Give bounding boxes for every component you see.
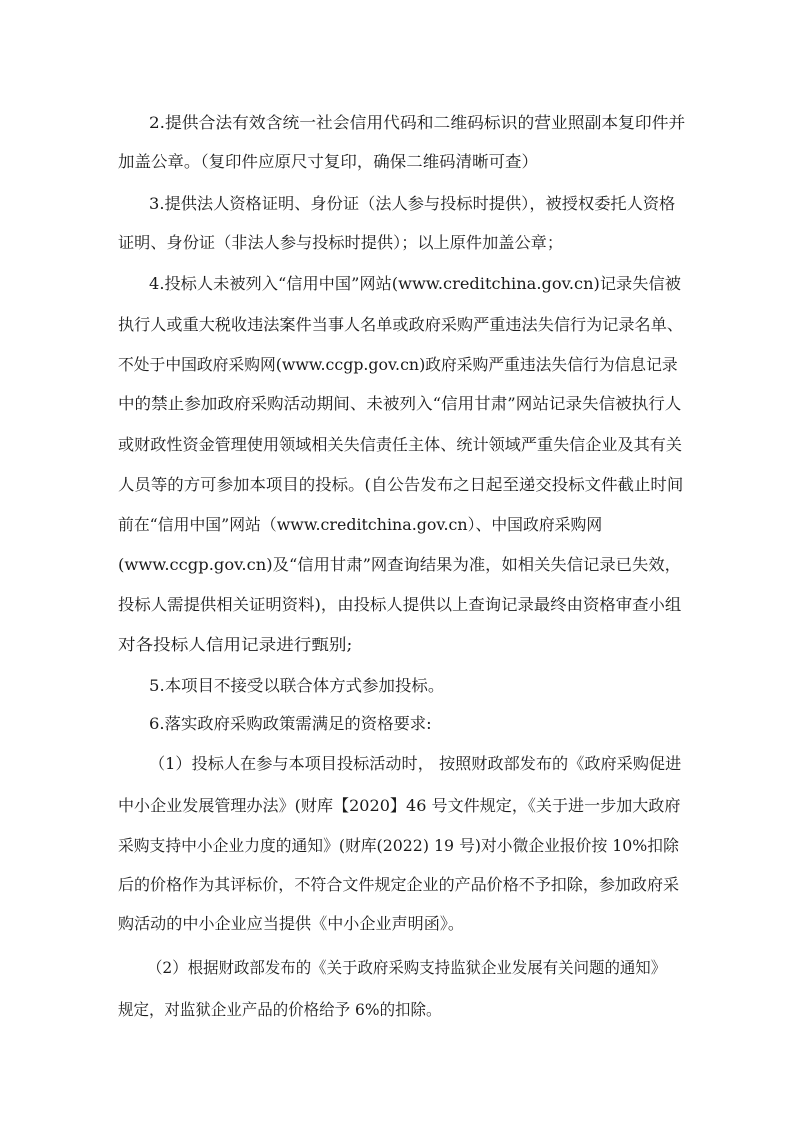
text-line: 前在“信用中国”网站（www.creditchina.gov.cn）、中国政府采购网 [118,515,603,534]
text-line: 6.落实政府采购政策需满足的资格要求: [149,714,432,733]
text-line: 证明、身份证（非法人参与投标时提供）；以上原件加盖公章； [118,233,564,252]
text-line: 中小企业发展管理办法》(财库【2020】46 号文件规定，《关于进一步加大政府 [118,796,681,815]
text-line: 中的禁止参加政府采购活动期间、未被列入“信用甘肃”网站记录失信被执行人 [118,394,682,413]
text-line: 采购支持中小企业力度的通知》(财库(2022) 19 号)对小微企业报价按 10%扣除 [118,836,679,855]
text-line: 执行人或重大税收违法案件当事人名单或政府采购严重违法失信行为记录名单、 [118,315,683,334]
text-line: 购活动的中小企业应当提供《中小企业声明函》。 [118,914,465,933]
text-line: 不处于中国政府采购网(www.ccgp.gov.cn)政府采购严重违法失信行为信息记录 [118,355,678,374]
text-line: （1）投标人在参与本项目投标活动时， 按照财政部发布的《政府采购促进 [149,754,682,773]
text-line: 规定，对监狱企业产品的价格给予 6%的扣除。 [118,1000,442,1019]
text-line: 4.投标人未被列入“信用中国”网站(www.creditchina.gov.cn)记录失信被 [149,274,681,293]
text-line: 5.本项目不接受以联合体方式参加投标。 [149,676,445,695]
text-line: （2）根据财政部发布的《关于政府采购支持监狱企业发展有关问题的通知》 [147,958,667,977]
text-line: 对各投标人信用记录进行甄别; [118,635,353,654]
text-line: (www.ccgp.gov.cn)及“信用甘肃”网查询结果为准，如相关失信记录已失效， [118,555,681,574]
text-line: 或财政性资金管理使用领域相关失信责任主体、统计领域严重失信企业及其有关 [118,435,682,454]
text-line: 3.提供法人资格证明、身份证（法人参与投标时提供），被授权委托人资格 [149,194,676,213]
text-line: 后的价格作为其评标价，不符合文件规定企业的产品价格不予扣除，参加政府采 [118,875,680,894]
text-line: 2.提供合法有效含统一社会信用代码和二维码标识的营业照副本复印件并 [149,113,686,132]
text-line: 人员等的方可参加本项目的投标。(自公告发布之日起至递交投标文件截止时间 [118,475,684,494]
text-line: 加盖公章。（复印件应原尺寸复印，确保二维码清晰可查） [118,152,539,171]
text-line: 投标人需提供相关证明资料)，由投标人提供以上查询记录最终由资格审查小组 [118,595,682,614]
